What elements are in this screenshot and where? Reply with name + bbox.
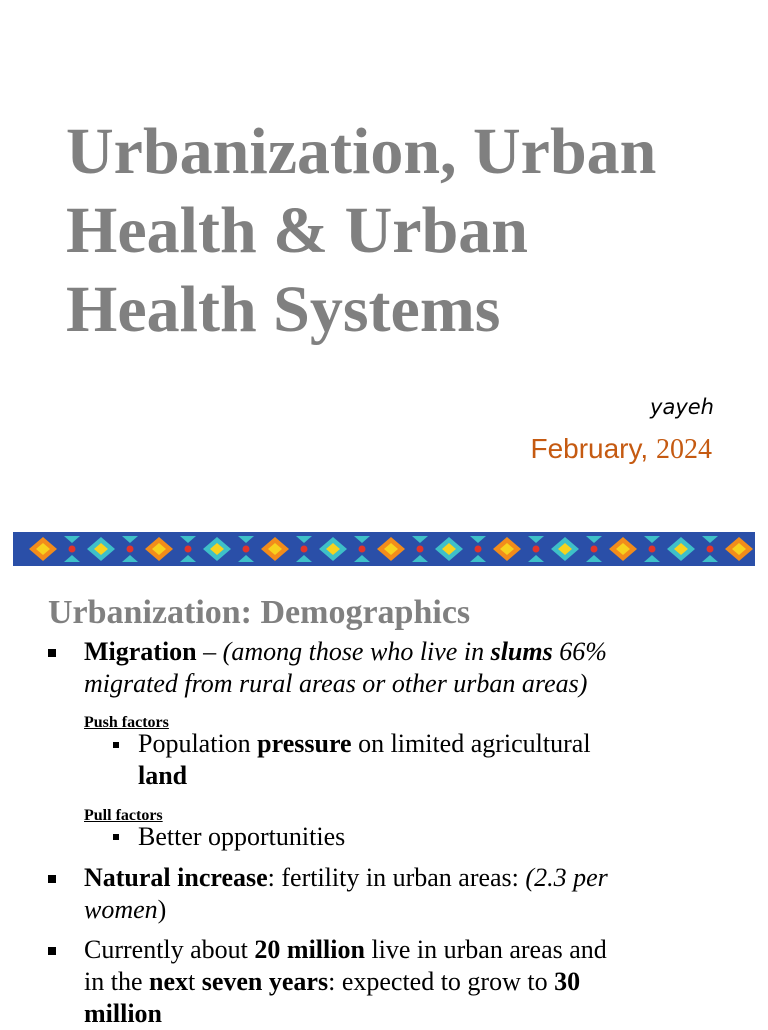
million: million <box>84 999 163 1028</box>
banner-dot <box>185 546 192 553</box>
migration-note-a: (among those who live in <box>222 637 491 666</box>
sub-bullet-marker <box>113 742 119 748</box>
author-name: yayeh <box>650 395 714 419</box>
fertility-unit: women <box>84 895 158 924</box>
land-term: land <box>138 761 188 790</box>
sub-bullet-opportunities: Better opportunities <box>138 822 346 851</box>
date-year: 2024 <box>656 434 712 465</box>
pressure-text-a: Population <box>138 729 258 758</box>
decorative-pattern-banner <box>13 532 755 566</box>
pressure-term: pressure <box>257 729 352 758</box>
growth-text-d: : expected to grow to <box>328 967 555 996</box>
slums-term: slums <box>490 637 553 666</box>
banner-dot <box>533 546 540 553</box>
paren-close: ) <box>157 895 167 924</box>
title-line-3: Health Systems <box>66 273 501 346</box>
sub-bullet-pressure <box>138 728 718 792</box>
next-bold: nex <box>149 967 188 996</box>
next-tail: t <box>188 967 202 996</box>
pressure-text-b: on limited agricultural <box>351 729 591 758</box>
banner-dot <box>417 546 424 553</box>
banner-dot <box>243 546 250 553</box>
banner-dot <box>69 546 76 553</box>
natural-increase-term: Natural increase <box>84 863 268 892</box>
bullet-marker <box>48 875 56 883</box>
banner-dot <box>649 546 656 553</box>
fertility-text: : fertility in urban areas: <box>267 863 526 892</box>
seven-years: seven years <box>201 967 329 996</box>
growth-text-c: in the <box>84 967 149 996</box>
bullet-marker <box>48 649 56 657</box>
push-factors-label: Push factors <box>84 714 169 731</box>
date-month: February, <box>530 433 656 464</box>
bullet-natural-increase <box>84 862 724 926</box>
dash: – <box>196 637 223 666</box>
banner-dot <box>127 546 134 553</box>
pull-factors-label: Pull factors <box>84 807 163 824</box>
title-line-2: Health & Urban <box>66 194 528 267</box>
banner-dot <box>591 546 598 553</box>
bullet-population-growth <box>84 934 724 1030</box>
growth-text-a: Currently about <box>84 935 255 964</box>
banner-dot <box>301 546 308 553</box>
banner-dot <box>707 546 714 553</box>
banner-dot <box>359 546 366 553</box>
migration-note-b: 66% <box>552 637 607 666</box>
bullet-migration <box>84 636 724 700</box>
fertility-rate: (2.3 per <box>525 863 608 892</box>
migration-note-c: migrated from rural areas or other urban areas) <box>84 669 588 698</box>
bullet-marker <box>48 947 56 955</box>
presentation-date <box>530 433 712 466</box>
demographics-slide <box>0 566 768 1028</box>
migration-term: Migration <box>84 637 197 666</box>
banner-dot <box>475 546 482 553</box>
growth-text-b: live in urban areas and <box>364 935 607 964</box>
thirty: 30 <box>554 967 581 996</box>
twenty-million: 20 million <box>254 935 365 964</box>
slide-2-title: Urbanization: Demographics <box>48 594 471 631</box>
slide-title <box>66 112 756 349</box>
title-line-1: Urbanization, Urban <box>66 115 657 188</box>
sub-bullet-marker <box>113 834 119 840</box>
